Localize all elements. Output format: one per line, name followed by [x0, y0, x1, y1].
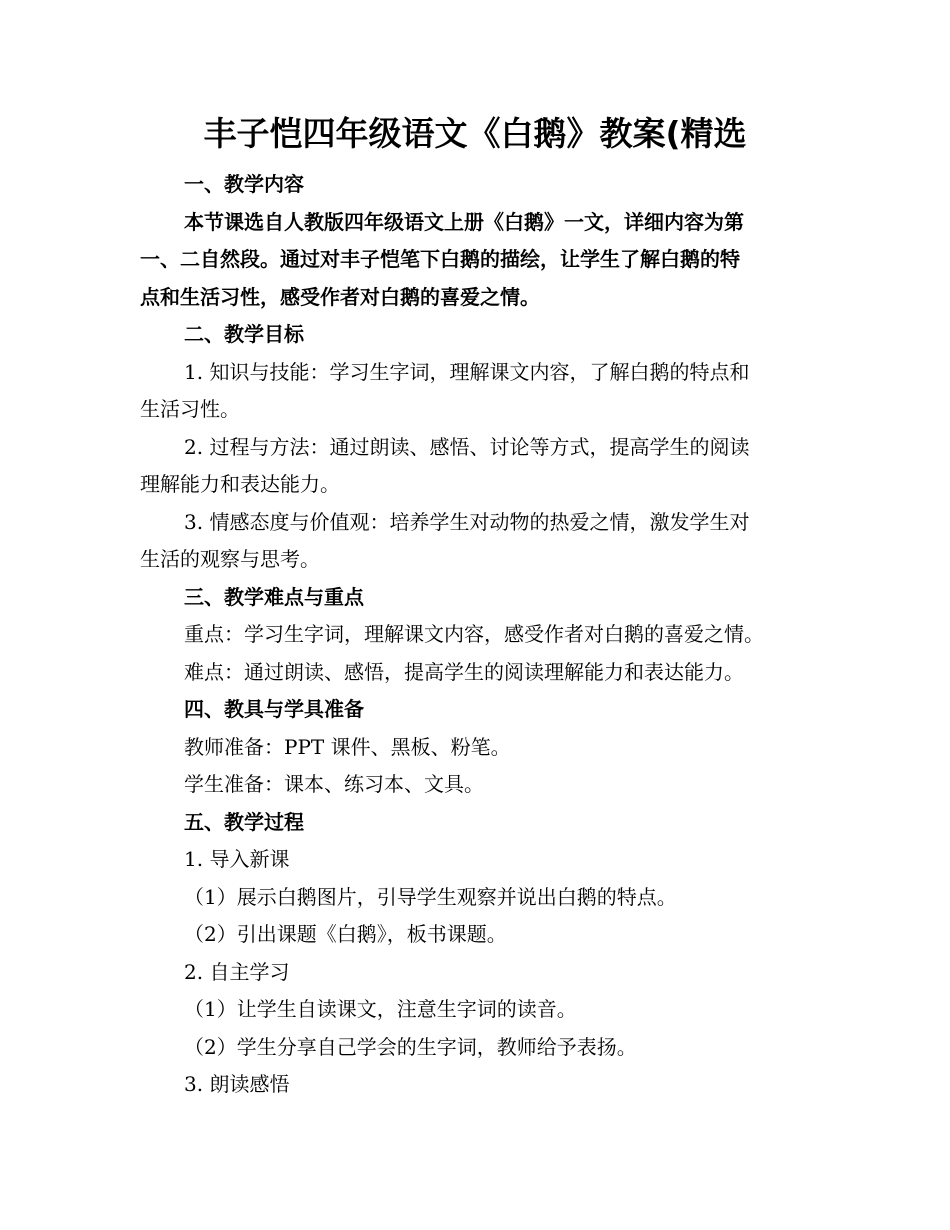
- section-heading-key-points: 三、教学难点与重点: [184, 584, 364, 609]
- paragraph-line: 学生准备：课本、练习本、文具。: [184, 772, 484, 796]
- section-heading-content: 一、教学内容: [184, 172, 304, 196]
- paragraph-line: 理解能力和表达能力。: [140, 472, 340, 496]
- section-heading-process: 五、教学过程: [184, 809, 304, 834]
- paragraph-line: 点和生活习性，感受作者对白鹅的喜爱之情。: [140, 284, 540, 309]
- list-item: 1. 导入新课: [184, 847, 290, 871]
- list-item: （2）学生分享自己学会的生字词，教师给予表扬。: [184, 1034, 637, 1059]
- list-item: （1）展示白鹅图片，引导学生观察并说出白鹅的特点。: [184, 884, 677, 909]
- paragraph-line: 一、二自然段。通过对丰子恺笔下白鹅的描绘，让学生了解白鹅的特: [140, 247, 740, 271]
- paragraph-line: 教师准备：PPT 课件、黑板、粉笔。: [184, 734, 511, 759]
- paragraph-line: 1. 知识与技能：学习生字词，理解课文内容，了解白鹅的特点和: [184, 359, 750, 384]
- section-heading-objectives: 二、教学目标: [184, 322, 304, 346]
- section-heading-materials: 四、教具与学具准备: [184, 697, 364, 721]
- paragraph-line: 生活习性。: [140, 397, 240, 421]
- list-item: 3. 朗读感悟: [184, 1072, 290, 1096]
- paragraph-line: 3. 情感态度与价值观：培养学生对动物的热爱之情，激发学生对: [184, 509, 750, 534]
- paragraph-line: 难点：通过朗读、感悟，提高学生的阅读理解能力和表达能力。: [184, 659, 744, 684]
- list-item: （1）让学生自读课文，注意生字词的读音。: [184, 997, 577, 1021]
- list-item: 2. 自主学习: [184, 959, 290, 984]
- document-title: 丰子恺四年级语文《白鹅》教案(精选: [203, 114, 747, 153]
- paragraph-line: 生活的观察与思考。: [140, 547, 320, 571]
- document-body: [140, 166, 806, 1104]
- paragraph-line: 2. 过程与方法：通过朗读、感悟、讨论等方式，提高学生的阅读: [184, 434, 750, 459]
- paragraph-line: 本节课选自人教版四年级语文上册《白鹅》一文，详细内容为第: [184, 209, 744, 234]
- paragraph-line: 重点：学习生字词，理解课文内容，感受作者对白鹅的喜爱之情。: [184, 622, 764, 646]
- list-item: （2）引出课题《白鹅》，板书课题。: [184, 922, 507, 946]
